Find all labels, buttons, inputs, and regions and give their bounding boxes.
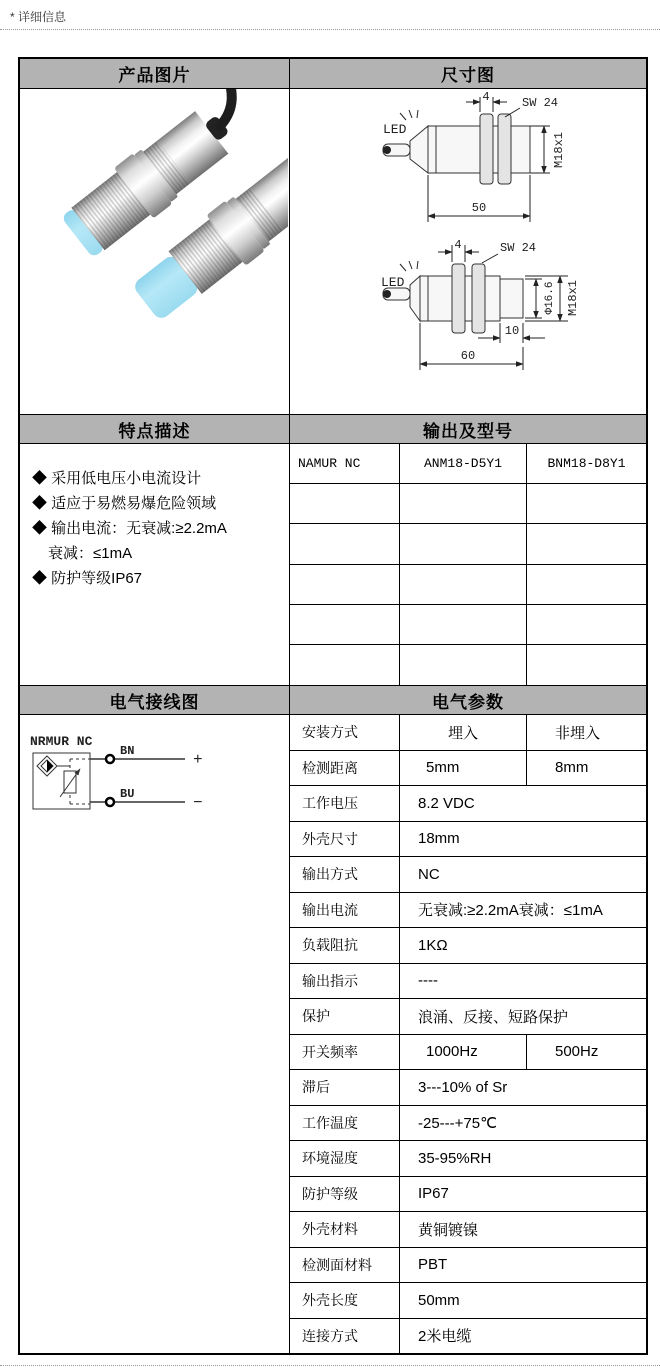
page-title: * 详细信息 (10, 10, 67, 24)
param-value-non-flush: 500Hz (555, 1043, 599, 1061)
param-value: -25---+75℃ (418, 1114, 497, 1132)
model-empty-cell (527, 605, 646, 645)
model-empty-cell (527, 565, 646, 605)
param-value: 2米电缆 (418, 1328, 472, 1346)
param-label: 检测面材料 (290, 1248, 400, 1283)
param-value: 8.2 VDC (418, 794, 475, 812)
led-label-2: LED (381, 275, 405, 290)
param-value: PBT (418, 1256, 448, 1274)
param-row (290, 999, 646, 1035)
param-label: 输出电流 (290, 893, 400, 928)
features-cell (20, 444, 290, 685)
param-row (290, 822, 646, 858)
param-value: NC (418, 865, 440, 883)
params-header: 电气参数 (432, 692, 504, 712)
param-row (290, 1177, 646, 1213)
param-value-flush: 5mm (400, 751, 527, 786)
dim-4-label-1: 4 (482, 90, 490, 104)
section-header-row-3 (20, 685, 646, 715)
params-cell (290, 715, 646, 1353)
param-value: 3---10% of Sr (418, 1078, 508, 1096)
model-empty-cell (290, 645, 400, 685)
plus-terminal-label: + (193, 751, 203, 769)
model-empty-cell (400, 484, 527, 524)
param-row (290, 893, 646, 929)
feature-item: ◆ 防护等级IP67 (32, 570, 143, 587)
dimension-diagram-non-flush (381, 238, 580, 370)
section-content-row-3 (20, 715, 646, 1353)
param-label: 保护 (290, 999, 400, 1034)
param-value: 50mm (418, 1291, 460, 1309)
param-row (290, 1106, 646, 1142)
param-label: 外壳长度 (290, 1283, 400, 1318)
param-label: 外壳尺寸 (290, 822, 400, 857)
bn-wire-label: BN (120, 744, 135, 758)
section-header-row-1 (20, 59, 646, 89)
param-label: 输出方式 (290, 857, 400, 892)
top-divider (0, 29, 660, 30)
feature-item: ◆ 适应于易燃易爆危险领域 (32, 495, 217, 512)
params-table (290, 715, 646, 1353)
param-label: 负载阻抗 (290, 928, 400, 963)
model-empty-cell (400, 605, 527, 645)
dimension-drawings (290, 89, 646, 414)
param-row (290, 964, 646, 1000)
dia-label: Φ16.6 (544, 281, 556, 315)
param-row (290, 1283, 646, 1319)
param-row (290, 857, 646, 893)
model-empty-cell (400, 524, 527, 564)
param-row (290, 1070, 646, 1106)
param-row (290, 1212, 646, 1248)
sw24-label-2: SW 24 (500, 241, 537, 255)
param-label: 工作温度 (290, 1106, 400, 1141)
models-header: 输出及型号 (423, 421, 513, 441)
param-label: 外壳材料 (290, 1212, 400, 1247)
param-row (290, 1035, 646, 1071)
param-row (290, 1248, 646, 1284)
param-label: 连接方式 (290, 1319, 400, 1354)
feature-item: ◆ 输出电流：无衰减:≥2.2mA (32, 520, 227, 537)
param-value: 1KΩ (418, 936, 448, 954)
tip-10-label: 10 (504, 324, 520, 338)
product-image-header: 产品图片 (20, 59, 290, 88)
model-empty-cell (290, 565, 400, 605)
param-value: 黄铜镀镍 (418, 1221, 479, 1239)
product-photo-cell (20, 89, 290, 414)
section-content-row-1 (20, 89, 646, 414)
m18-label-1: M18x1 (552, 131, 566, 169)
section-content-row-2 (20, 444, 646, 685)
led-label-1: LED (383, 122, 407, 137)
param-row (290, 751, 646, 787)
param-label: 安装方式 (290, 715, 400, 750)
model-empty-cell (400, 645, 527, 685)
param-label: 输出指示 (290, 964, 400, 999)
model-empty-cell (290, 605, 400, 645)
model-empty-cell (527, 645, 646, 685)
models-cell (290, 444, 646, 685)
model-empty-cell (290, 524, 400, 564)
param-label: 工作电压 (290, 786, 400, 821)
wiring-cell (20, 715, 290, 1353)
product-photo (20, 89, 288, 414)
models-table (290, 444, 646, 685)
model-code-non-flush: BNM18-D8Y1 (527, 444, 646, 484)
feature-item: 衰减：≤1mA (48, 545, 133, 562)
features-header: 特点描述 (20, 415, 290, 443)
param-row (290, 1319, 646, 1354)
param-value-non-flush: 非埋入 (555, 724, 601, 742)
model-empty-cell (527, 484, 646, 524)
param-row (290, 1141, 646, 1177)
m18-label-2: M18x1 (566, 279, 580, 317)
model-empty-cell (527, 524, 646, 564)
len-60-label: 60 (460, 349, 476, 363)
param-value: 无衰减:≥2.2mA衰减：≤1mA (418, 902, 603, 920)
param-value: 18mm (418, 830, 460, 848)
model-code-flush: ANM18-D5Y1 (400, 444, 527, 484)
dimension-diagram-flush (383, 90, 566, 222)
param-value: IP67 (418, 1185, 449, 1203)
feature-item: ◆ 采用低电压小电流设计 (32, 470, 202, 487)
wiring-title: NRMUR NC (30, 734, 93, 749)
param-row (290, 715, 646, 751)
param-row (290, 928, 646, 964)
dimension-header: 尺寸图 (441, 66, 495, 85)
param-value-non-flush: 8mm (555, 759, 589, 777)
param-label: 防护等级 (290, 1177, 400, 1212)
terminal-bu (106, 798, 114, 806)
param-value: 35-95%RH (418, 1149, 492, 1167)
model-output-type: NAMUR NC (290, 444, 400, 484)
section-header-row-2 (20, 414, 646, 444)
param-value: ---- (418, 972, 438, 990)
bu-wire-label: BU (120, 787, 135, 801)
param-value: 浪涌、反接、短路保护 (418, 1008, 569, 1026)
terminal-bn (106, 755, 114, 763)
model-empty-cell (290, 484, 400, 524)
dim-4-label-2: 4 (454, 238, 462, 252)
minus-terminal-label: − (193, 794, 203, 812)
dimension-cell (290, 89, 646, 414)
param-value-flush: 1000Hz (400, 1035, 527, 1070)
param-label: 开关频率 (290, 1035, 400, 1070)
spec-table (18, 57, 648, 1355)
sw24-label-1: SW 24 (522, 96, 559, 110)
wiring-diagram (20, 715, 288, 885)
model-empty-cell (400, 565, 527, 605)
param-label: 滞后 (290, 1070, 400, 1105)
param-label: 环境湿度 (290, 1141, 400, 1176)
len-50-label: 50 (471, 201, 487, 215)
wiring-header: 电气接线图 (20, 686, 290, 714)
param-value-flush: 埋入 (400, 715, 527, 750)
param-label: 检测距离 (290, 751, 400, 786)
bottom-divider (0, 1365, 660, 1366)
param-row (290, 786, 646, 822)
